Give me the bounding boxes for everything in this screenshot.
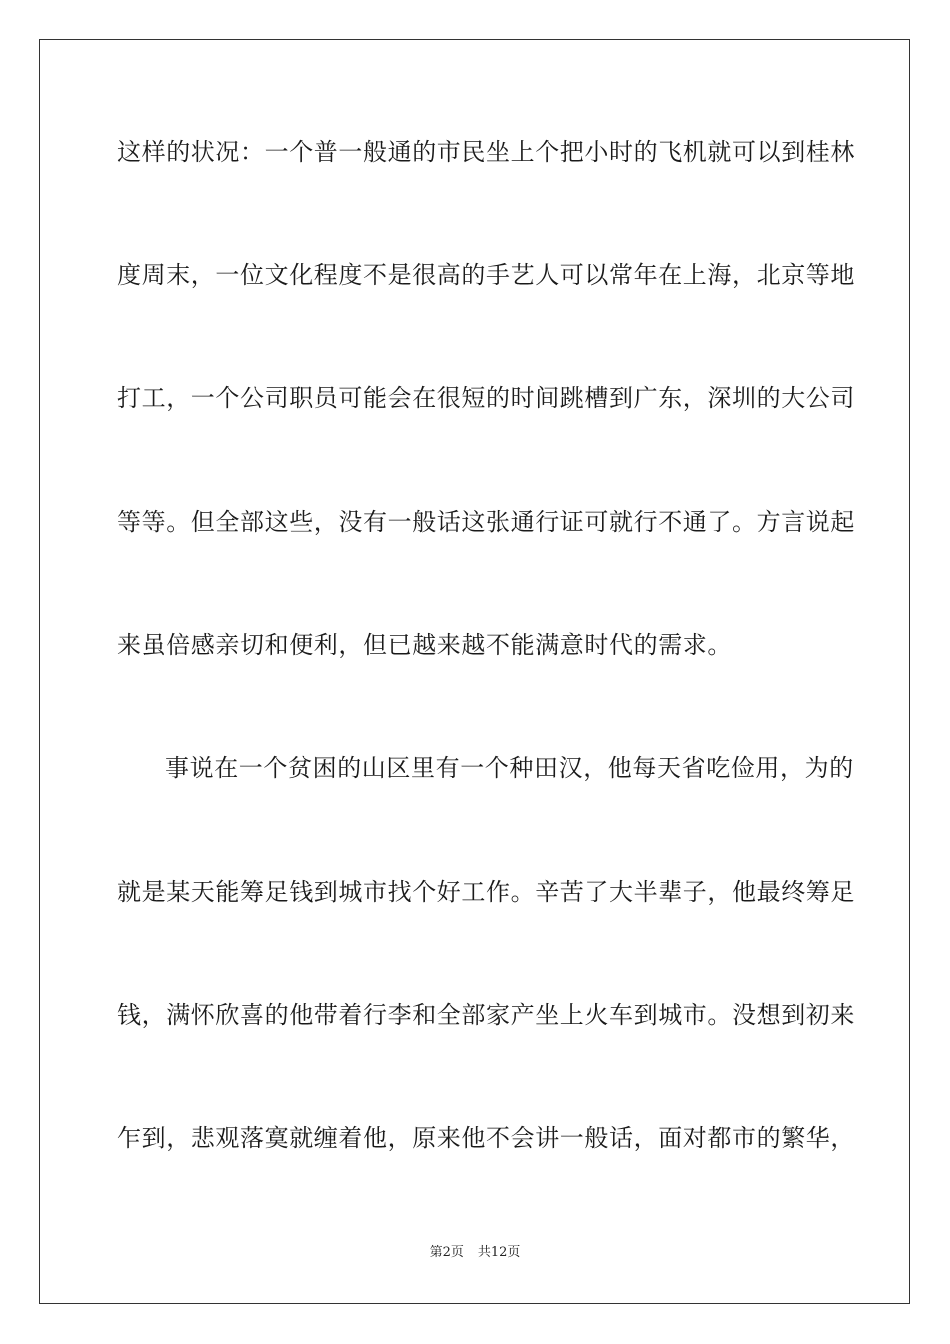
text-line-1: 这样的状况：一个普一般通的市民坐上个把小时的飞机就可以到桂林: [117, 138, 855, 166]
text-line-8: 钱，满怀欣喜的他带着行李和全部家产坐上火车到城市。没想到初来: [117, 1001, 855, 1029]
page-number: 第2页: [429, 1245, 464, 1260]
text-line-9: 乍到，悲观落寞就缠着他，原来他不会讲一般话，面对都市的繁华，: [117, 1124, 855, 1152]
paragraph-2-line-1: 事说在一个贫困的山区里有一个种田汉，他每天省吃俭用，为的: [165, 754, 854, 782]
page-footer: [0, 1244, 950, 1262]
page-border: [39, 39, 910, 1304]
total-pages: 共12页: [477, 1245, 521, 1260]
text-line-3: 打工，一个公司职员可能会在很短的时间跳槽到广东，深圳的大公司: [117, 384, 855, 412]
text-line-7: 就是某天能筹足钱到城市找个好工作。辛苦了大半辈子，他最终筹足: [117, 878, 855, 906]
text-line-2: 度周末，一位文化程度不是很高的手艺人可以常年在上海，北京等地: [117, 261, 855, 289]
text-line-5: 来虽倍感亲切和便利，但已越来越不能满意时代的需求。: [117, 631, 732, 659]
text-line-4: 等等。但全部这些，没有一般话这张通行证可就行不通了。方言说起: [117, 508, 855, 536]
